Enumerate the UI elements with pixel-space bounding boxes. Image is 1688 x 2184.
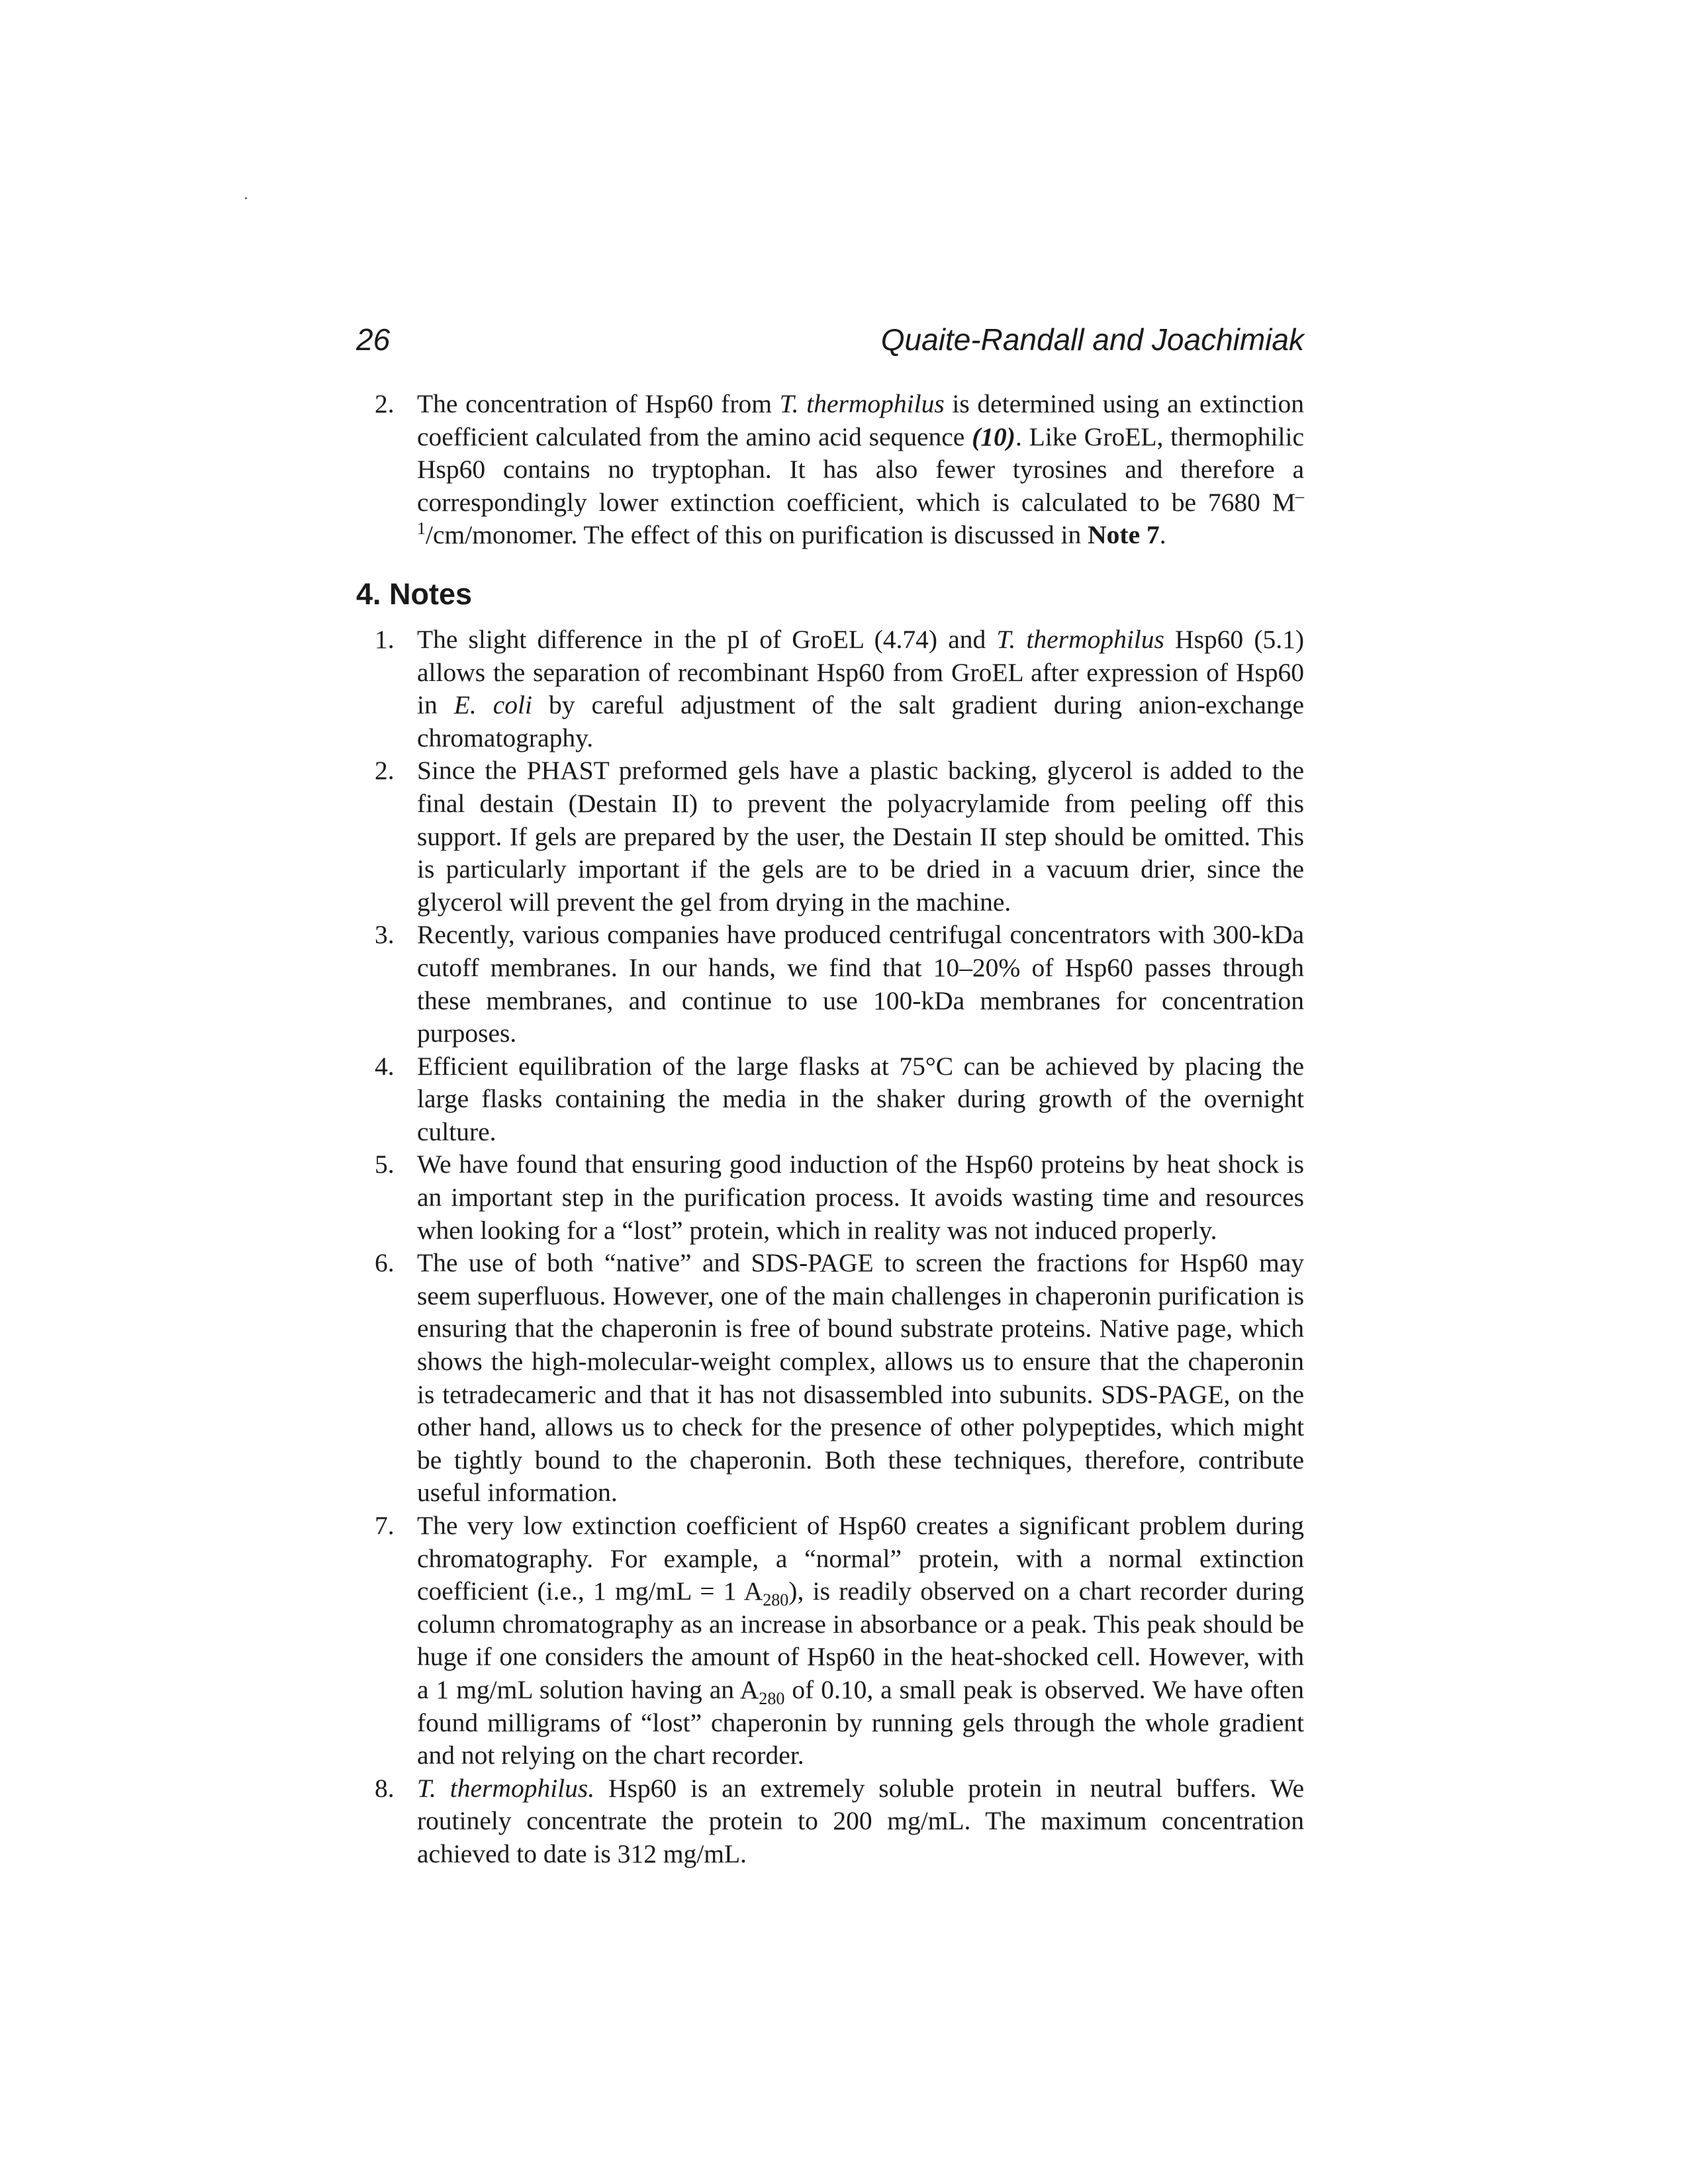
methods-list-continued bbox=[356, 388, 1304, 552]
note-number: 1. bbox=[375, 624, 395, 654]
note-text: Efficient equilibration of the large flasks at 75°C can be achieved by placing the large flasks containing the media in the shaker during growth of the overnight culture. bbox=[417, 1051, 1304, 1146]
note-text: The use of both “native” and SDS-PAGE to screen the fractions for Hsp60 may seem superfluous. However, one of the main challenges in chaperonin purification is ensuring that the chaperonin is free of bound substrate proteins. Native page, which shows the high-molecular-weight complex, allows us to ensure that the chaperonin is tetradecameric and that it has not disassembled into subunits. SDS-PAGE, on the other hand, allows us to check for the presence of other polypeptides, which might be tightly bound to the chaperonin. Both these techniques, therefore, contribute useful information. bbox=[417, 1248, 1304, 1508]
note-item bbox=[356, 1247, 1304, 1510]
scan-speck bbox=[245, 197, 247, 199]
note-text: Hsp60 is an extremely soluble protein in neutral buffers. We routinely concentrate the protein to 200 mg/mL. The maximum concentration achieved to date is 312 mg/mL. bbox=[417, 1773, 1305, 1868]
note-item bbox=[356, 1510, 1304, 1772]
note-text: of 0.10, a small peak is observed. We have often found milligrams of “lost” chaperonin by running gels through the whole gradient and not relying on the chart recorder. bbox=[417, 1674, 1304, 1770]
note-number: 4. bbox=[375, 1051, 395, 1081]
species-name: T. thermophilus bbox=[996, 624, 1164, 654]
note-number: 3. bbox=[375, 920, 395, 950]
note-item bbox=[356, 1050, 1304, 1149]
note-item bbox=[356, 754, 1304, 919]
notes-list bbox=[356, 623, 1304, 1871]
species-name: T. thermophilus bbox=[779, 389, 945, 418]
note-text: ), is readily observed on a chart recorder during column chromatography as an increase in absorbance or a peak. This peak should be huge if one considers the amount of Hsp60 in the heat-shocked cell. However, with a 1 mg/mL solution having an A bbox=[417, 1576, 1304, 1704]
item-text: is determined using an extinction coefficient calculated from the amino acid sequence bbox=[417, 389, 1305, 451]
page-number: 26 bbox=[356, 322, 391, 357]
note-item bbox=[356, 919, 1304, 1050]
species-name: E. coli bbox=[453, 690, 532, 720]
running-head-authors: Quaite-Randall and Joachimiak bbox=[880, 322, 1304, 357]
subscript: 280 bbox=[759, 1688, 785, 1708]
note-number: 6. bbox=[375, 1248, 395, 1278]
note-number: 2. bbox=[375, 756, 395, 786]
note-reference: Note 7 bbox=[1088, 520, 1160, 550]
section-heading: 4. Notes bbox=[356, 576, 473, 611]
reference-citation: (10) bbox=[972, 422, 1015, 451]
species-name: T. thermophilus. bbox=[417, 1773, 595, 1803]
list-item bbox=[356, 388, 1304, 552]
body-text bbox=[356, 388, 1304, 1871]
item-text: . Like GroEL, thermophilic Hsp60 contains no tryptophan. It has also fewer tyrosines and therefore a correspondingly lower extinction coefficient, which is calculated to be 7680 M bbox=[417, 422, 1304, 517]
note-text: by careful adjustment of the salt gradient during anion-exchange chromatography. bbox=[417, 690, 1304, 752]
running-head bbox=[356, 316, 1304, 363]
note-number: 8. bbox=[375, 1773, 395, 1803]
superscript: –1 bbox=[417, 486, 1304, 539]
note-text: We have found that ensuring good induction of the Hsp60 proteins by heat shock is an important step in the purification process. It avoids wasting time and resources when looking for a “lost” protein, which in reality was not induced properly. bbox=[417, 1150, 1304, 1245]
note-text: Recently, various companies have produced centrifugal concentrators with 300-kDa cutoff membranes. In our hands, we find that 10–20% of Hsp60 passes through these membranes, and continue to use 100-kDa membranes for concentration purposes. bbox=[417, 920, 1304, 1048]
note-item bbox=[356, 1772, 1304, 1871]
note-text: The slight difference in the pI of GroEL (4.74) and bbox=[417, 624, 997, 654]
note-text: Since the PHAST preformed gels have a plastic backing, glycerol is added to the final destain (Destain II) to prevent the polyacrylamide from peeling off this support. If gels are prepared by the user, the Destain II step should be omitted. This is particularly important if the gels are to be dried in a vacuum drier, since the glycerol will prevent the gel from drying in the machine. bbox=[417, 756, 1304, 917]
item-text: The concentration of Hsp60 from bbox=[417, 389, 780, 418]
item-number: 2. bbox=[375, 389, 395, 418]
note-number: 7. bbox=[375, 1511, 395, 1540]
subscript: 280 bbox=[763, 1590, 789, 1610]
item-text: . bbox=[1159, 520, 1166, 550]
item-text: /cm/monomer. The effect of this on purification is discussed in bbox=[426, 520, 1088, 550]
note-item bbox=[356, 623, 1304, 754]
note-item bbox=[356, 1148, 1304, 1247]
note-number: 5. bbox=[375, 1150, 395, 1179]
note-text: The very low extinction coefficient of Hsp60 creates a significant problem during chromatography. For example, a “normal” protein, with a normal extinction coefficient (i.e., 1 mg/mL = 1 A bbox=[417, 1511, 1304, 1606]
note-text: Hsp60 (5.1) allows the separation of recombinant Hsp60 from GroEL after expression of Hsp60 in bbox=[417, 624, 1305, 720]
